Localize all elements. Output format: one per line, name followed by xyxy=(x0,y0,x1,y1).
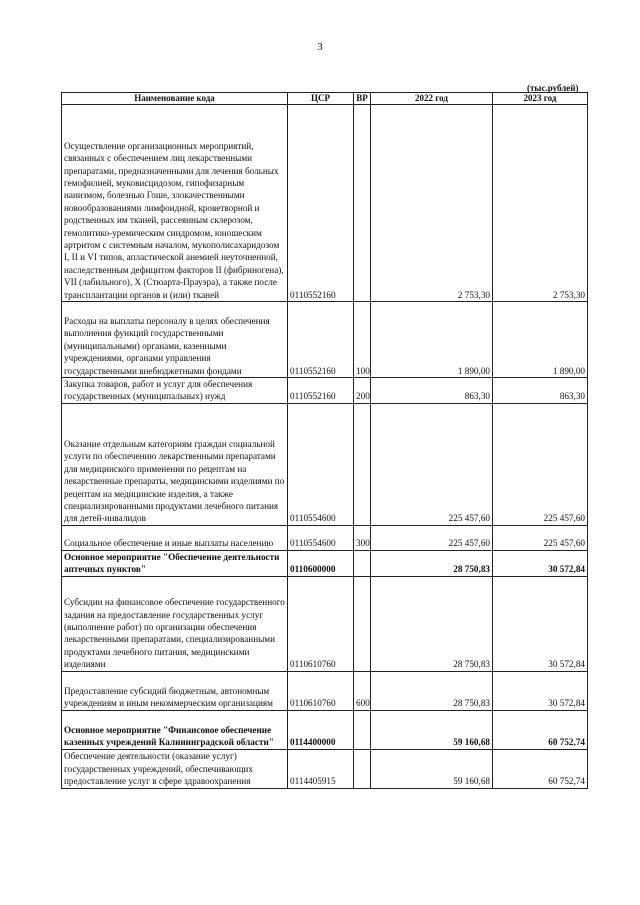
row-2022: 59 160,68 xyxy=(371,749,493,788)
header-csr: ЦСР xyxy=(288,93,354,105)
page-number: 3 xyxy=(317,41,323,53)
row-2022: 225 457,60 xyxy=(371,403,493,525)
row-csr: 0110552160 xyxy=(288,378,354,404)
row-vr xyxy=(354,576,371,671)
row-2022: 28 750,83 xyxy=(371,671,493,710)
table-row xyxy=(62,550,588,576)
table-header-row xyxy=(62,93,588,105)
row-csr: 0110600000 xyxy=(288,550,354,576)
row-vr xyxy=(354,749,371,788)
row-2023: 30 572,84 xyxy=(493,550,588,576)
row-name: Социальное обеспечение и иные выплаты населению xyxy=(62,525,288,550)
row-2023: 2 753,30 xyxy=(493,105,588,302)
table-row xyxy=(62,749,588,788)
row-2023: 1 890,00 xyxy=(493,302,588,378)
table-row xyxy=(62,576,588,671)
row-name: Субсидии на финансовое обеспечение государственного задания на предоставление государственных услуг (выполнение работ) по организации обеспечения лекарственными препаратами, специализированными продуктами лечебного питания, медицинскими изделиями xyxy=(62,576,288,671)
row-name: Обеспечение деятельности (оказание услуг) государственных учреждений, обеспечивающих предоставление услуг в сфере здравоохранения xyxy=(62,749,288,788)
row-csr: 0110610760 xyxy=(288,671,354,710)
row-vr xyxy=(354,403,371,525)
row-2022: 28 750,83 xyxy=(371,576,493,671)
table-row xyxy=(62,105,588,302)
units-label: (тыс.рублей) xyxy=(527,83,579,93)
budget-table xyxy=(61,92,588,789)
row-name: Предоставление субсидий бюджетным, автономным учреждениям и иным некоммерческим организациям xyxy=(62,671,288,710)
header-2023: 2023 год xyxy=(493,93,588,105)
row-name: Осуществление организационных мероприятий, связанных с обеспечением лиц лекарственными препаратами, предназначенными для лечения больных гемофилией, муковисцидозом, гипофизарным нанизмом, болезнью Гоше, злокачественными новообразованиями лимфоидной, кроветворной и родственных им тканей, рассеянным склерозом, гемолитико-уремическим синдромом, юношеским артритом с системным началом, мукополисахаридозом I, II и VI типов, апластической анемией неуточненной, наследственным дефицитом факторов II (фибриногена), VII (лабильного), X (Стюарта-Прауэра), а также после трансплантации органов и (или) тканей xyxy=(62,105,288,302)
row-vr: 100 xyxy=(354,302,371,378)
row-csr: 0114405915 xyxy=(288,749,354,788)
row-name: Оказание отдельным категориям граждан социальной услуги по обеспечению лекарственными препаратами для медицинского применения по рецептам на лекарственные препараты, медицинскими изделиями по рецептам на медицинские изделия, а также специализированными продуктами лечебного питания для детей-инвалидов xyxy=(62,403,288,525)
row-2022: 28 750,83 xyxy=(371,550,493,576)
row-2023: 30 572,84 xyxy=(493,576,588,671)
row-name: Расходы на выплаты персоналу в целях обеспечения выполнения функций государственными (муниципальными) органами, казенными учреждениями, органами управления государственными внебюджетными фондами xyxy=(62,302,288,378)
row-2023: 225 457,60 xyxy=(493,403,588,525)
row-2022: 225 457,60 xyxy=(371,525,493,550)
header-name: Наименование кода xyxy=(62,93,288,105)
header-2022: 2022 год xyxy=(371,93,493,105)
header-vr: ВР xyxy=(354,93,371,105)
table-row xyxy=(62,302,588,378)
table-body xyxy=(62,105,588,789)
row-vr xyxy=(354,550,371,576)
row-2023: 60 752,74 xyxy=(493,710,588,749)
row-vr: 200 xyxy=(354,378,371,404)
row-2023: 30 572,84 xyxy=(493,671,588,710)
row-2023: 60 752,74 xyxy=(493,749,588,788)
row-2023: 225 457,60 xyxy=(493,525,588,550)
row-2022: 863,30 xyxy=(371,378,493,404)
row-name: Основное мероприятие "Обеспечение деятельности аптечных пунктов" xyxy=(62,550,288,576)
row-2022: 2 753,30 xyxy=(371,105,493,302)
row-vr xyxy=(354,105,371,302)
table-row xyxy=(62,378,588,404)
row-csr: 0114400000 xyxy=(288,710,354,749)
table-row xyxy=(62,403,588,525)
row-csr: 0110554600 xyxy=(288,403,354,525)
row-2023: 863,30 xyxy=(493,378,588,404)
row-csr: 0110552160 xyxy=(288,105,354,302)
row-vr: 600 xyxy=(354,671,371,710)
table-row xyxy=(62,710,588,749)
table-row xyxy=(62,525,588,550)
row-csr: 0110610760 xyxy=(288,576,354,671)
row-csr: 0110554600 xyxy=(288,525,354,550)
row-name: Закупка товаров, работ и услуг для обеспечения государственных (муниципальных) нужд xyxy=(62,378,288,404)
row-name: Основное мероприятие "Финансовое обеспечение казенных учреждений Калининградской области" xyxy=(62,710,288,749)
row-csr: 0110552160 xyxy=(288,302,354,378)
row-2022: 59 160,68 xyxy=(371,710,493,749)
row-vr: 300 xyxy=(354,525,371,550)
row-2022: 1 890,00 xyxy=(371,302,493,378)
row-vr xyxy=(354,710,371,749)
table-row xyxy=(62,671,588,710)
